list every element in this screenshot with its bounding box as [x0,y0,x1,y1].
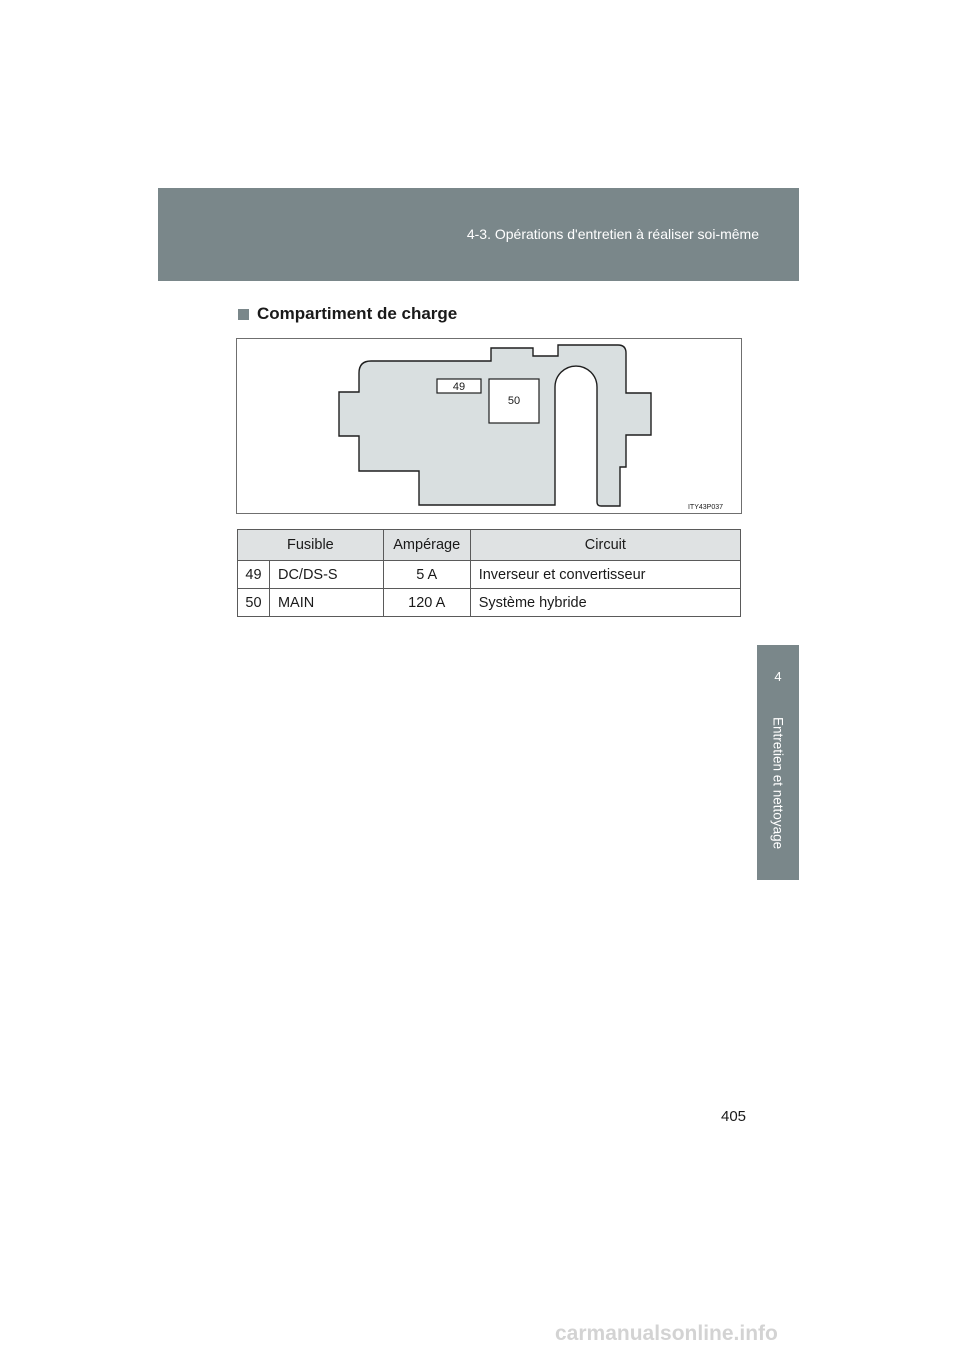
fuse-name-cell: MAIN [269,589,383,617]
chapter-label-wrapper [757,717,799,877]
amperage-cell: 5 A [383,561,470,589]
fuse-table [237,529,741,617]
fuse-50-label: 50 [507,395,521,407]
section-heading-text: Compartiment de charge [257,304,458,323]
square-bullet-icon [238,309,249,320]
fuse-number-cell: 49 [238,561,270,589]
fuse-box-illustration [237,339,743,515]
header-fusible: Fusible [238,530,384,561]
section-header-title: 4-3. Opérations d'entretien à réaliser soi-même [466,226,759,242]
fuse-box-diagram [236,338,742,514]
section-heading [238,304,457,324]
header-circuit: Circuit [470,530,740,561]
circuit-cell: Inverseur et convertisseur [470,561,740,589]
table-row [238,561,741,589]
table-row [238,589,741,617]
chapter-label: Entretien et nettoyage [770,717,786,850]
fuse-49-label: 49 [452,381,466,393]
fuse-name-cell: DC/DS-S [269,561,383,589]
circuit-cell: Système hybride [470,589,740,617]
image-code-label: ITY43P037 [687,504,723,511]
amperage-cell: 120 A [383,589,470,617]
fuse-number-cell: 50 [238,589,270,617]
chapter-number: 4 [774,669,782,684]
site-watermark: carmanualsonline.info [555,1322,778,1345]
page-number: 405 [721,1108,747,1125]
table-header-row [238,530,741,561]
fuse-box-outline [339,345,651,506]
header-amperage: Ampérage [383,530,470,561]
header-band [158,188,799,281]
chapter-side-tab [757,645,799,880]
